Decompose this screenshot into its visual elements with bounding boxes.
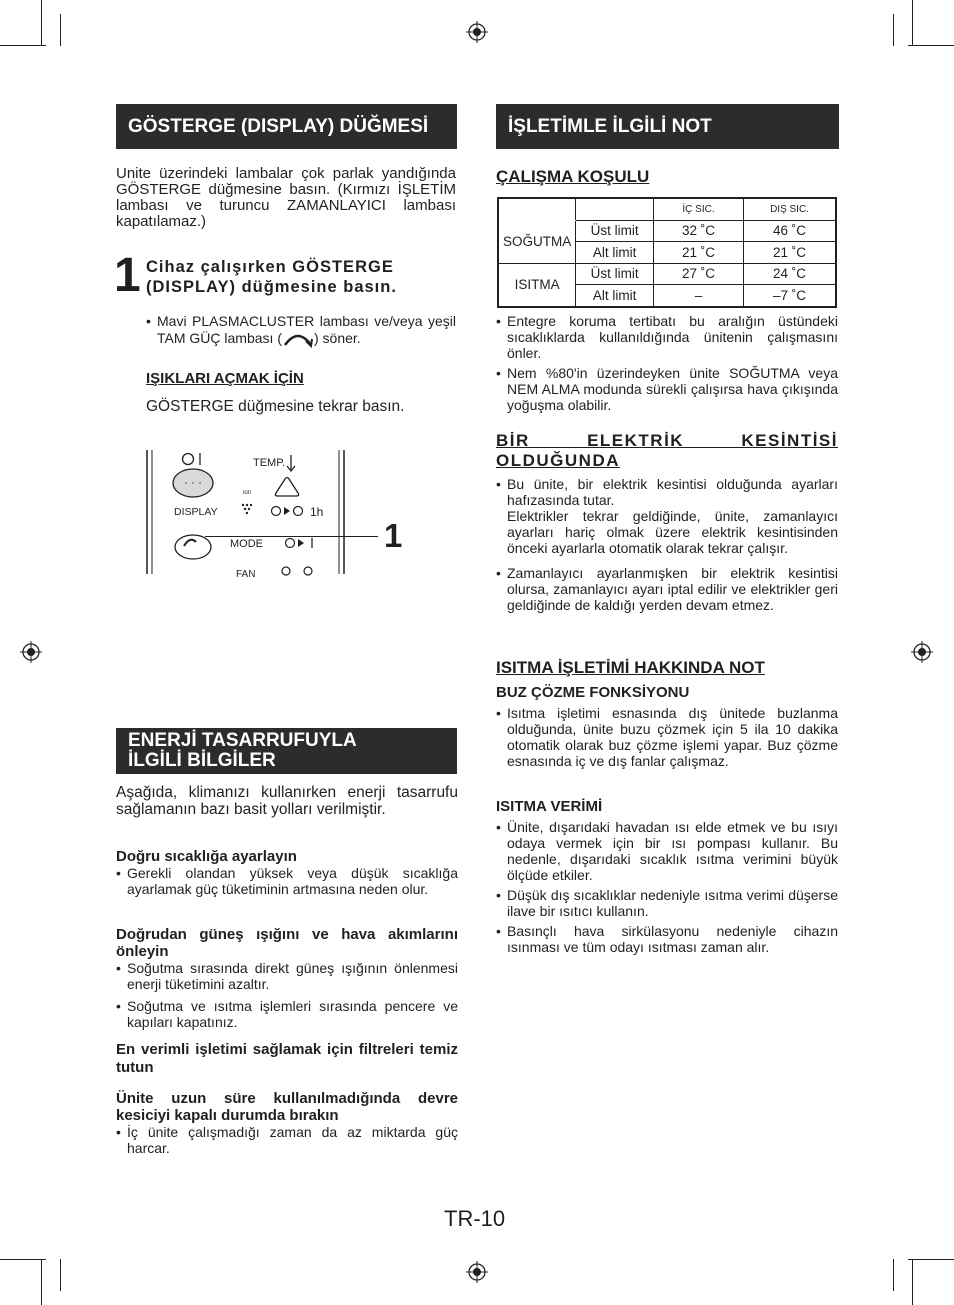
remote-control-illustration (146, 450, 346, 580)
step-bullet: • Mavi PLASMACLUSTER lambası ve/veya yeşil TAM GÜÇ lambası ( ) söner. (146, 313, 456, 349)
heating-efficiency-notes: • Ünite, dışarıdaki havadan ısı elde etmek ve bu ısıyı odaya vermek için bir ısı pompası kullanır. Bu nedenle, dışarıdaki sıcaklık ısıtma verimini büyük ölçüde etkiler. • Düşük dış sıcaklıklar nedeniyle ısıtma verimi düşerse ilave bir ısıtıcı kullanın. • Basınçlı hava sirkülasyonu nedeniyle cihazın ısınması ve tüm odayı ısıtması zaman alır. (496, 819, 838, 955)
callout-leader-line (205, 536, 378, 537)
operating-limits-table: İÇ SIC. DIŞ SIC. SOĞUTMA Üst limit 32 ˚C 46 ˚C Alt limit 21 ˚C 21 ˚C ISITMA Üst limit 27 ˚C 24 ˚C Alt limit – –7 ˚C (497, 197, 837, 308)
row-upper-limit: Üst limit (576, 263, 654, 285)
display-button-heading: GÖSTERGE (DISPLAY) DÜĞMESİ (116, 104, 457, 149)
defrost-notes: • Isıtma işletimi esnasında dış ünitede buzlanma olduğunda, ünite buzu çözmek için 5 ila 10 dakika otomatik olarak buz çözme işlemi yapar. Buz çözme esnasında iç ve dış fanlar çalışmaz. (496, 705, 838, 769)
power-failure-heading: BİR ELEKTRİK KESİNTİSİ OLDUĞUNDA (496, 431, 838, 470)
working-condition-notes: • Entegre koruma tertibatı bu aralığın üstündeki sıcaklıklarda kullanıldığında ünitenin çalışmasını önler. • Nem %80'in üzerindeyken ünite SOĞUTMA veya NEM ALMA modunda sürekli çalışırsa hava çıkışında yoğuşma olabilir. (496, 313, 838, 413)
energy-saving-heading: ENERJİ TASARRUFUYLA İLGİLİ BİLGİLER (116, 728, 457, 774)
temp-label: TEMP. (253, 457, 286, 469)
step-number: 1 (114, 249, 141, 302)
tip-correct-temperature: Doğru sıcaklığa ayarlayın • Gerekli olandan yüksek veya düşük sıcaklığa ayarlamak güç tüketiminin artmasına neden olur. (116, 849, 458, 897)
fan-label: FAN (236, 569, 256, 580)
cooling-label: SOĞUTMA (498, 220, 576, 263)
row-lower-limit: Alt limit (576, 285, 654, 307)
power-failure-notes: • Bu ünite, bir elektrik kesintisi olduğunda ayarları hafızasında tutar. Elektrikler tekrar geldiğinde, ünite, zamanlayıcı ayarları hariç olmak üzere elektrik kesintisinden önceki ayarlarla otomatik olarak tekrar çalışır. • Zamanlayıcı ayarlanmışken bir elektrik kesintisi olursa, zamanlayıcı ayarı iptal edilir ve elektrikler geri geldiğinde de kaldığı yerden devam etmez. (496, 476, 838, 613)
registration-mark-icon (911, 641, 933, 663)
page-number: TR-10 (444, 1206, 506, 1231)
heating-efficiency-heading: ISITMA VERİMİ (496, 798, 603, 815)
operation-note-heading: İŞLETİMLE İLGİLİ NOT (496, 104, 839, 149)
registration-mark-icon (466, 1261, 488, 1283)
lights-on-heading: IŞIKLARI AÇMAK İÇİN (146, 370, 304, 387)
registration-mark-icon (20, 641, 42, 663)
mode-label: MODE (230, 538, 263, 550)
defrost-heading: BUZ ÇÖZME FONKSİYONU (496, 684, 690, 701)
display-intro-text: Unite üzerindeki lambalar çok parlak yandığında GÖSTERGE düğmesine basın. (Kırmızı İŞLETİM lambası ve turuncu ZAMANLAYICI lambası kapatılamaz.) (116, 165, 456, 230)
tip-clean-filters: En verimli işletimi sağlamak için filtreleri temiz tutun (116, 1041, 458, 1076)
col-indoor-temp: İÇ SIC. (654, 198, 744, 220)
heating-label: ISITMA (498, 263, 576, 307)
tip-circuit-breaker: Ünite uzun süre kullanılmadığında devre kesiciyi kapalı durumda bırakın • İç ünite çalışmadığı zaman da az miktarda güç harcar. (116, 1090, 458, 1156)
full-power-icon (282, 329, 314, 349)
display-label: DISPLAY (174, 506, 218, 518)
callout-number: 1 (384, 517, 403, 554)
power-failure-extra: Elektrikler tekrar geldiğinde, ünite, zamanlayıcı ayarları hariç olmak üzere elektrik kesintisinden önceki ayarlarla otomatik olarak tekrar çalışır. (507, 508, 838, 556)
lights-on-text: GÖSTERGE düğmesine tekrar basın. (146, 398, 405, 415)
registration-mark-icon (466, 21, 488, 43)
row-upper-limit: Üst limit (576, 220, 654, 242)
working-condition-heading: ÇALIŞMA KOŞULU (496, 167, 650, 186)
one-hour-label: 1h (310, 505, 324, 519)
ion-label: ion (243, 490, 252, 496)
col-outdoor-temp: DIŞ SIC. (744, 198, 836, 220)
step-instruction: Cihaz çalışırken GÖSTERGE (DISPLAY) düğmesine basın. (146, 258, 397, 296)
tip-avoid-sunlight: Doğrudan güneş ışığını ve hava akımlarını önleyin • Soğutma sırasında direkt güneş ışığının önlenmesi enerji tüketimini azaltır. • Soğutma ve ısıtma işlemleri sırasında pencere ve kapıları kapatınız. (116, 926, 458, 1030)
row-lower-limit: Alt limit (576, 242, 654, 264)
heating-note-heading: ISITMA İŞLETİMİ HAKKINDA NOT (496, 658, 765, 677)
energy-intro-text: Aşağıda, klimanızı kullanırken enerji tasarrufu sağlamanın bazı basit yolları verilmiştir. (116, 784, 458, 818)
